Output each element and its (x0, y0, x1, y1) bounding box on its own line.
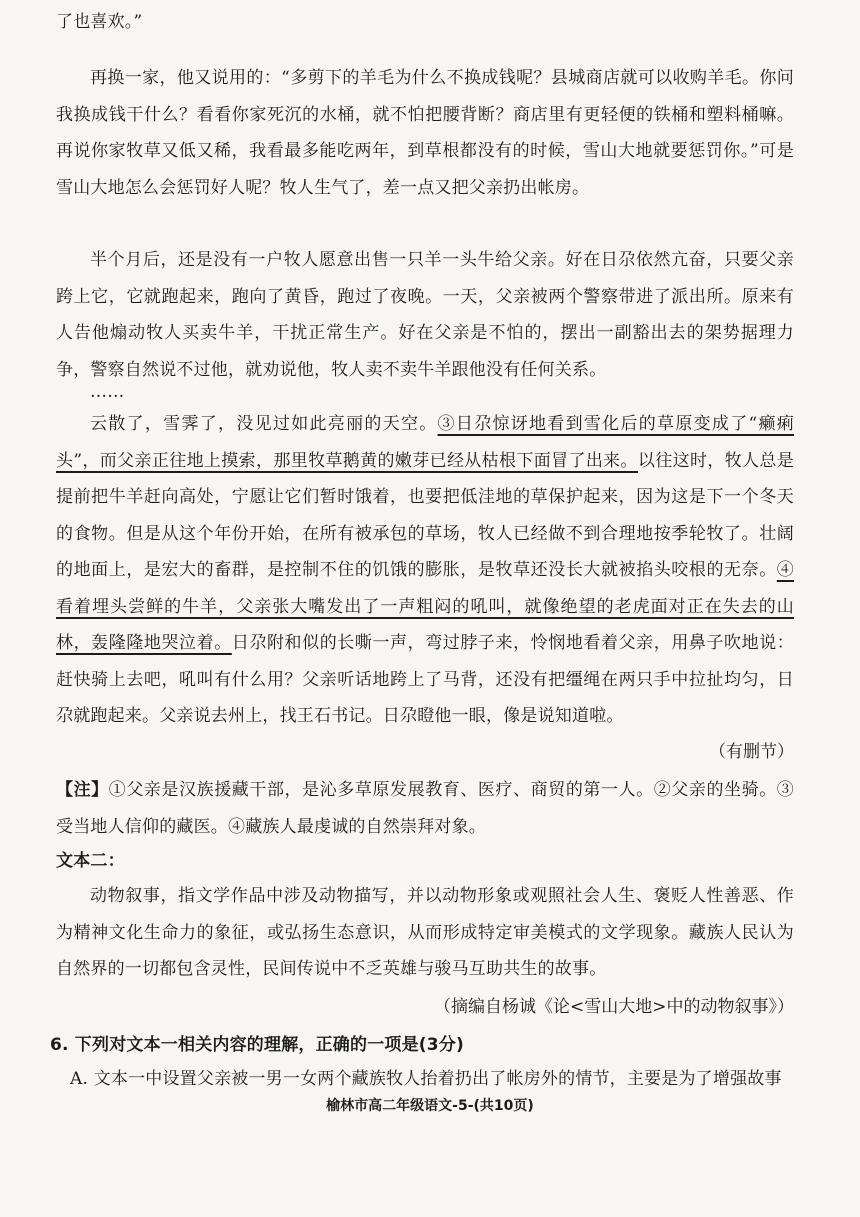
underlined-sentence-3: ③日尕惊讶地看到雪化后的草原变成了“癞痢头”，而父亲正往地上摸索，那里牧草鹅黄的嫩芽已经从枯根下面冒了出来。 (56, 414, 794, 471)
paragraph-wool-trade: 再换一家，他又说用的：“多剪下的羊毛为什么不换成钱呢？县城商店就可以收购羊毛。你问我换成钱干什么？看看你家死沉的水桶，就不怕把腰背断？商店里有更轻便的铁桶和塑料桶嘛。再说你家牧草又低又稀，我看最多能吃两年，到草根都没有的时候，雪山大地就要惩罚你。”可是雪山大地怎么会惩罚好人呢？牧人生气了，差一点又把父亲扔出帐房。 (56, 68, 794, 198)
paragraph-continuation: 了也喜欢。” (56, 12, 143, 32)
paragraph-police: 半个月后，还是没有一户牧人愿意出售一只羊一头牛给父亲。好在日尕依然亢奋，只要父亲跨上它，它就跑起来，跑向了黄昏，跑过了夜晚。一天，父亲被两个警察带进了派出所。原来有人告他煽动牧人买卖牛羊，干扰正常生产。好在父亲是不怕的，摆出一副豁出去的架势据理力争，警察自然说不过他，就劝说他，牧人卖不卖牛羊跟他没有任何关系。 (56, 250, 794, 380)
abridged-mark: （有删节） (709, 742, 794, 762)
page-footer: 榆林市高二年级语文-5-(共10页) (326, 1098, 534, 1114)
ellipsis: …… (90, 382, 125, 402)
note-text: ①父亲是汉族援藏干部，是沁多草原发展教育、医疗、商贸的第一人。②父亲的坐骑。③受当地人信仰的藏医。④藏族人最虔诚的自然崇拜对象。 (56, 780, 794, 837)
notes (56, 772, 794, 845)
sentence-sky: 云散了，雪霁了，没见过如此亮丽的天空。 (90, 414, 438, 434)
question-6-option-a: A. 文本一中设置父亲被一男一女两个藏族牧人抬着扔出了帐房外的情节，主要是为了增强故事 (70, 1069, 782, 1089)
text2-body: 动物叙事，指文学作品中涉及动物描写，并以动物形象或观照社会人生、褒贬人性善恶、作为精神文化生命力的象征，或弘扬生态意识，从而形成特定审美模式的文学现象。藏族人民认为自然界的一切都包含灵性，民间传说中不乏英雄与骏马互助共生的故事。 (56, 886, 794, 979)
underlined-sentence-4: ④看着埋头尝鲜的牛羊，父亲张大嘴发出了一声粗闷的吼叫，就像绝望的老虎面对正在失去的山林，轰隆隆地哭泣着。 (56, 560, 794, 653)
text2-heading: 文本二： (56, 851, 125, 871)
sentence-rigga: 日尕附和似的长嘶一声，弯过脖子来，怜悯地看着父亲，用鼻子吹地说：赶快骑上去吧，吼叫有什么用？父亲听话地跨上了马背，还没有把缰绳在两只手中拉扯均匀，日尕就跑起来。父亲说去州上，找王石书记。日尕瞪他一眼，像是说知道啦。 (56, 633, 795, 726)
paragraph-snow-melt (56, 406, 794, 735)
question-6-stem: 6. 下列对文本一相关内容的理解，正确的一项是(3分) (50, 1035, 464, 1055)
text2-source: （摘编自杨诚《论<雪山大地>中的动物叙事》） (434, 997, 794, 1017)
note-label: 【注】 (56, 780, 109, 800)
sentence-grazing: 以往这时，牧人总是提前把牛羊赶向高处，宁愿让它们暂时饿着，也要把低洼地的草保护起来，因为这是下一个冬天的食物。但是从这个年份开始，在所有被承包的草场，牧人已经做不到合理地按季轮牧了。壮阔的地面上，是宏大的畜群，是控制不住的饥饿的膨胀，是牧草还没长大就被掐头咬根的无奈。 (56, 450, 794, 580)
